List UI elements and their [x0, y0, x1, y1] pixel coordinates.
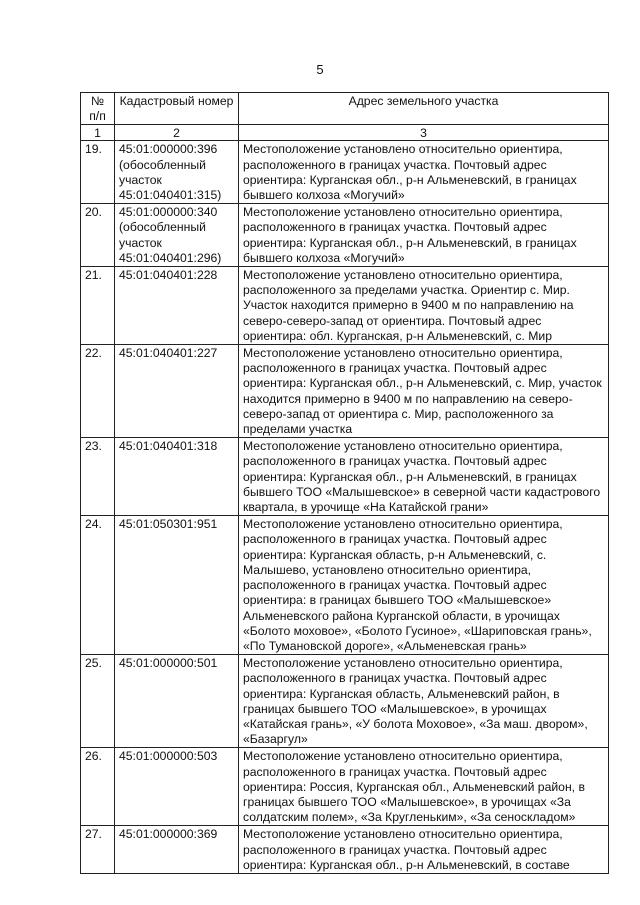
- row-number: 23.: [81, 438, 115, 516]
- table-row: [81, 826, 609, 874]
- row-number: 21.: [81, 267, 115, 345]
- row-number: 26.: [81, 748, 115, 826]
- cadastral-number: 45:01:000000:396 (обособленный участок 45:01:040401:315): [115, 141, 239, 204]
- cadastral-number: 45:01:000000:369: [115, 826, 239, 874]
- table-row: [81, 655, 609, 748]
- land-address: Местоположение установлено относительно ориентира, расположенного в границах участка. Почтовый адрес ориентира: Курганская обл., р-н Альменевский, в границах бывшего колхоза «Могучий»: [239, 141, 609, 204]
- cadastral-number: 45:01:040401:228: [115, 267, 239, 345]
- cadastral-number: 45:01:000000:503: [115, 748, 239, 826]
- table-row: [81, 438, 609, 516]
- row-number: 25.: [81, 655, 115, 748]
- land-address: Местоположение установлено относительно ориентира, расположенного в границах участка. Почтовый адрес ориентира: Курганская область, Альменевский район, в границах бывшего ТОО «Малышевское», в урочищах «Катайская грань», «У болота Моховое», «За маш. двором», «Базаргул»: [239, 655, 609, 748]
- table-header-row: [81, 93, 609, 125]
- land-address: Местоположение установлено относительно ориентира, расположенного за пределами участка. Ориентир с. Мир. Участок находится примерно в 9400 м по направлению на северо-северо-запад от ориентира. Почтовый адрес ориентира: обл. Курганская, р-н Альменевский, с. Мир: [239, 267, 609, 345]
- column-number: 2: [115, 125, 239, 141]
- column-numbers-row: [81, 125, 609, 141]
- cadastral-number: 45:01:050301:951: [115, 516, 239, 655]
- land-plots-table: [80, 92, 609, 874]
- table-row: [81, 204, 609, 267]
- cadastral-number: 45:01:040401:318: [115, 438, 239, 516]
- table-row: [81, 748, 609, 826]
- table-body: [81, 141, 609, 874]
- table-row: [81, 141, 609, 204]
- table-row: [81, 516, 609, 655]
- cadastral-number: 45:01:040401:227: [115, 345, 239, 438]
- header-number: № п/п: [81, 93, 115, 125]
- row-number: 19.: [81, 141, 115, 204]
- land-address: Местоположение установлено относительно ориентира, расположенного в границах участка. Почтовый адрес ориентира: Курганская обл., р-н Альменевский, в границах бывшего колхоза «Могучий»: [239, 204, 609, 267]
- land-address: Местоположение установлено относительно ориентира, расположенного в границах участка. Почтовый адрес ориентира: Курганская обл., р-н Альменевский, с. Мир, участок находится примерно в 9400 м по направлению на северо-северо-запад от ориентира с. Мир, расположенного за пределами участка: [239, 345, 609, 438]
- column-number: 3: [239, 125, 609, 141]
- land-address: Местоположение установлено относительно ориентира, расположенного в границах участка. Почтовый адрес ориентира: Россия, Курганская обл., Альменевский район, в границах бывшего ТОО «Малышевское», в урочищах «За солдатским полем», «За Кругленьким», «За сеноскладом»: [239, 748, 609, 826]
- row-number: 27.: [81, 826, 115, 874]
- row-number: 20.: [81, 204, 115, 267]
- land-address: Местоположение установлено относительно ориентира, расположенного в границах участка. Почтовый адрес ориентира: Курганская обл., р-н Альменевский, в составе: [239, 826, 609, 874]
- table-row: [81, 267, 609, 345]
- header-cadastral-number: Кадастровый номер: [115, 93, 239, 125]
- cadastral-number: 45:01:000000:501: [115, 655, 239, 748]
- land-address: Местоположение установлено относительно ориентира, расположенного в границах участка. Почтовый адрес ориентира: Курганская область, р-н Альменевский, с. Малышево, установлено относительно ориентира, расположенного в границах участка. Почтовый адрес ориентира: в границах бывшего ТОО «Малышевское» Альменевского района Курганской области, в урочищах «Болото моховое», «Болото Гусиное», «Шариповская грань», «По Тумановской дороге», «Альменевская грань»: [239, 516, 609, 655]
- page-number: 5: [316, 62, 324, 77]
- row-number: 24.: [81, 516, 115, 655]
- land-address: Местоположение установлено относительно ориентира, расположенного в границах участка. Почтовый адрес ориентира: Курганская обл., р-н Альменевский, в границах бывшего ТОО «Малышевское» в северной части кадастрового квартала, в урочище «На Катайской грани»: [239, 438, 609, 516]
- header-address: Адрес земельного участка: [239, 93, 609, 125]
- row-number: 22.: [81, 345, 115, 438]
- table-row: [81, 345, 609, 438]
- cadastral-number: 45:01:000000:340 (обособленный участок 45:01:040401:296): [115, 204, 239, 267]
- column-number: 1: [81, 125, 115, 141]
